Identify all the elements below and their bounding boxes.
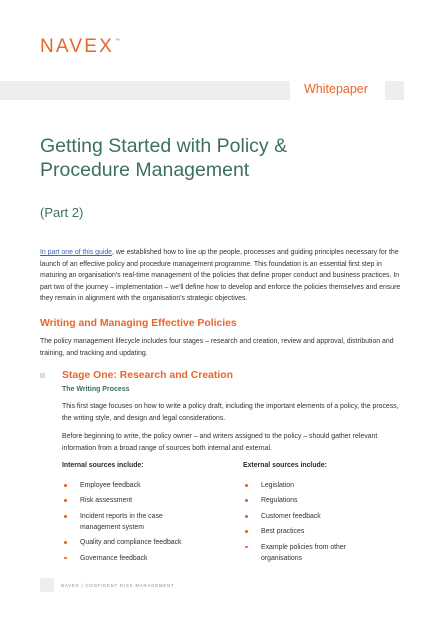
logo-wordmark: NAVEX [40, 36, 115, 57]
list-item: Best practices [243, 526, 413, 537]
stage-marker [40, 373, 45, 378]
header-band-right [385, 81, 404, 100]
bullet-icon [245, 515, 248, 518]
list-item: Customer feedback [243, 511, 413, 522]
stage-one-paragraph-1: This first stage focuses on how to write a policy draft, including the important elements of a policy, the process, the writing style, and design and legal considerations. [62, 403, 399, 422]
list-item: Incident reports in the case management system [62, 511, 172, 533]
stage-one-paragraph-2: Before beginning to write, the policy owner – and writers assigned to the policy – should gather relevant information from a broad range of sources both internal and external. [62, 433, 378, 452]
list-item: Governance feedback [62, 553, 232, 564]
bullet-icon [64, 515, 67, 518]
list-item: Quality and compliance feedback [62, 537, 232, 548]
list-item: Risk assessment [62, 495, 232, 506]
part-one-link[interactable]: In part one of this guide [40, 249, 113, 256]
bullet-icon [245, 499, 248, 502]
internal-sources-list [62, 480, 232, 568]
trademark-mark: ™ [115, 38, 121, 44]
page-number-box [40, 578, 54, 592]
external-sources-list [243, 480, 413, 568]
section-body: The policy management lifecycle includes four stages – research and creation, review and approval, distribution and training, and tracking and updating. [40, 338, 394, 357]
list-item: Employee feedback [62, 480, 232, 491]
section-heading: Writing and Managing Effective Policies [40, 318, 237, 329]
bullet-icon [64, 557, 67, 560]
writing-process-subheading: The Writing Process [62, 386, 130, 393]
footer-text: NAVEX | CONFIDENT RISK MANAGEMENT [61, 583, 175, 588]
bullet-icon [64, 499, 67, 502]
list-item: Regulations [243, 495, 413, 506]
list-item: Example policies from other organisations [243, 542, 353, 564]
bullet-icon [245, 546, 248, 549]
bullet-icon [64, 541, 67, 544]
bullet-icon [245, 484, 248, 487]
intro-paragraph [40, 247, 402, 305]
doc-type-label: Whitepaper [304, 82, 368, 96]
intro-text: , we established how to line up the people, processes and guiding principles necessary for the launch of an effective policy and procedure management programme. This foundation is an essential first step in maturing an organisation's real-time management of the policies that define proper conduct and business practices. In part two of the journey – implementation – we'll define how to develop and enforce the policies themselves and ensure they remain in alignment with the organisation's strategic objectives. [40, 249, 401, 303]
page-title: Getting Started with Policy & Procedure Management [40, 135, 288, 181]
header-band-left [0, 81, 290, 100]
navex-logo [40, 36, 120, 58]
internal-sources-heading: Internal sources include: [62, 462, 144, 469]
external-sources-heading: External sources include: [243, 462, 327, 469]
list-item: Legislation [243, 480, 413, 491]
bullet-icon [64, 484, 67, 487]
page-subtitle: (Part 2) [40, 205, 84, 220]
stage-one-heading: Stage One: Research and Creation [62, 370, 233, 381]
bullet-icon [245, 530, 248, 533]
